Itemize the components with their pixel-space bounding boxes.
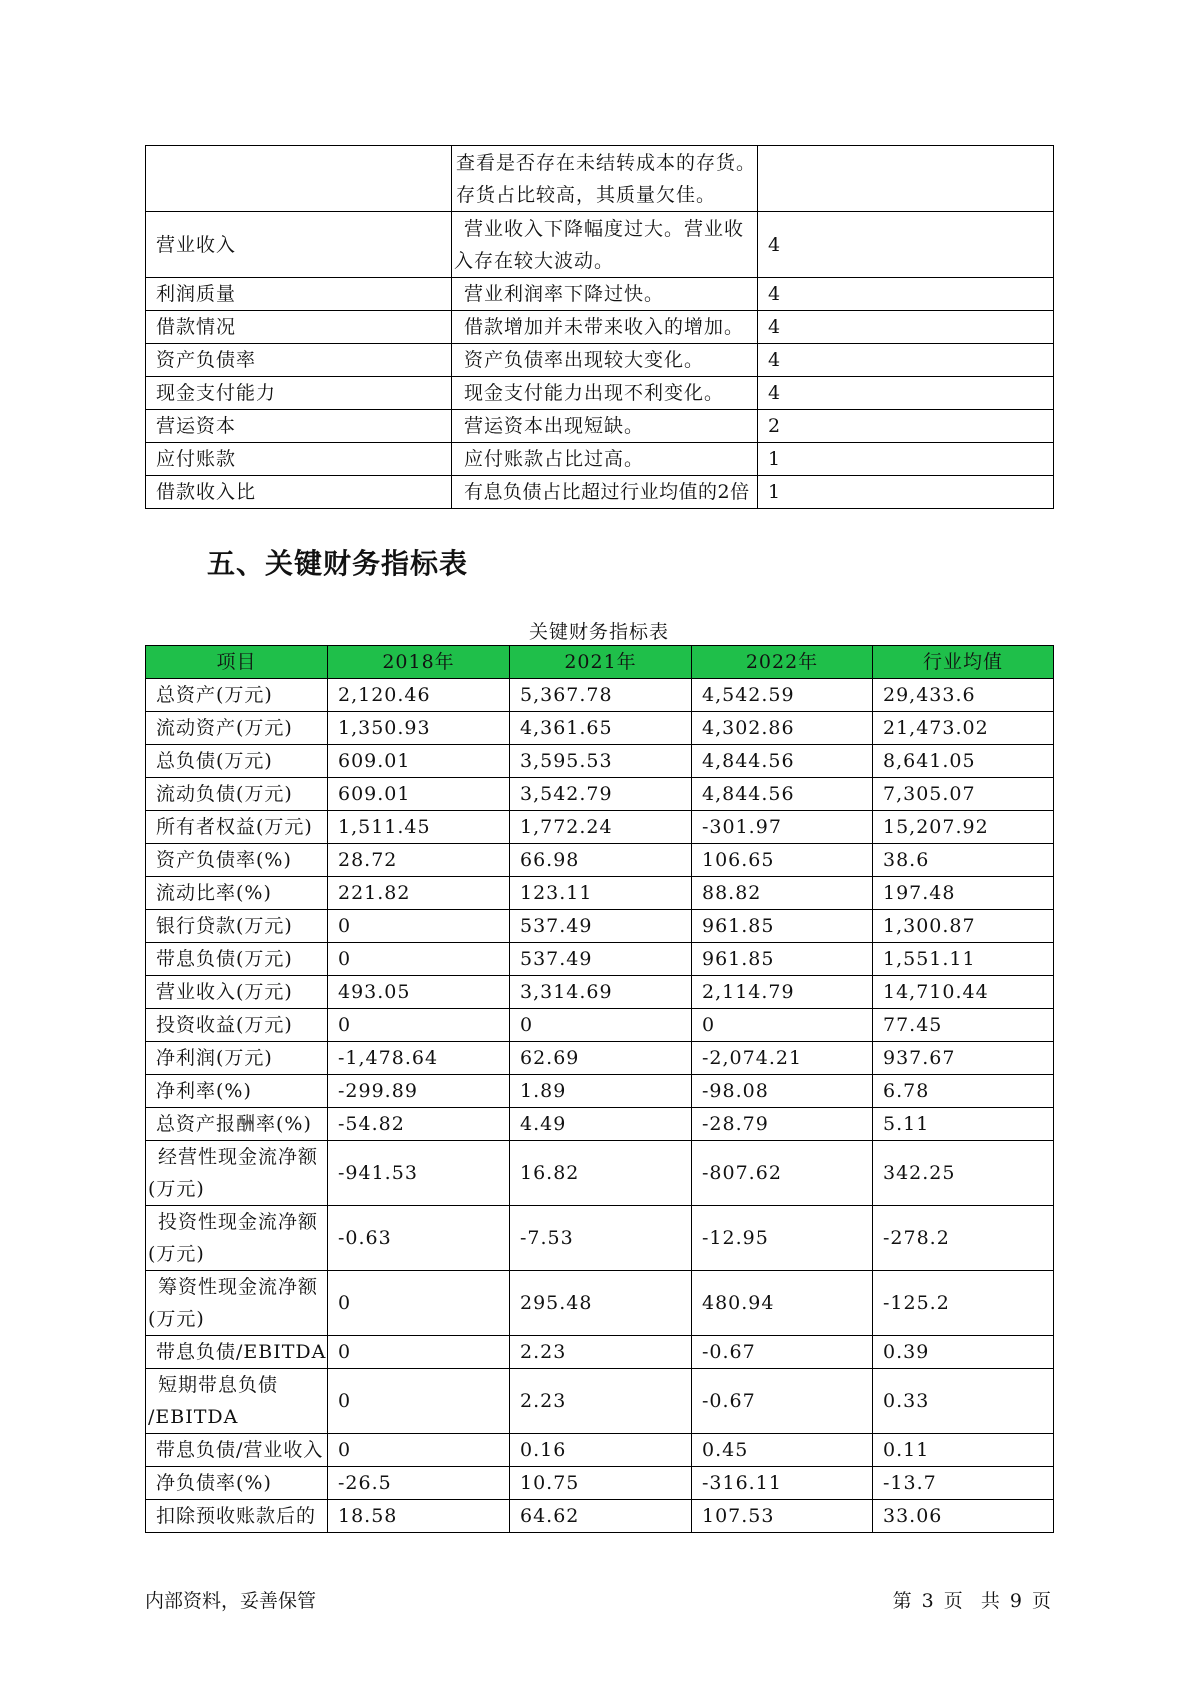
value-2022: 0.45 <box>692 1434 873 1467</box>
risk-item: 应付账款 <box>146 443 452 476</box>
value-2021: 4.49 <box>510 1108 692 1141</box>
value-2021: -7.53 <box>510 1206 692 1271</box>
value-2018: -941.53 <box>328 1141 510 1206</box>
risk-score: 1 <box>758 476 1054 509</box>
value-2022: 107.53 <box>692 1500 873 1533</box>
value-industry-average: 342.25 <box>873 1141 1054 1206</box>
value-2022: -2,074.21 <box>692 1042 873 1075</box>
risk-item: 营运资本 <box>146 410 452 443</box>
row-item-label: 净负债率(%) <box>146 1467 328 1500</box>
value-2022: -0.67 <box>692 1336 873 1369</box>
row-item-label: 带息负债/营业收入 <box>146 1434 328 1467</box>
risk-desc: 营业利润率下降过快。 <box>452 278 758 311</box>
value-industry-average: -13.7 <box>873 1467 1054 1500</box>
table-row <box>146 1108 1054 1141</box>
row-item-label-line1: 短期带息负债 <box>158 1374 279 1396</box>
row-item-label <box>146 1206 328 1271</box>
value-2018: 609.01 <box>328 778 510 811</box>
row-item-label: 总资产(万元) <box>146 679 328 712</box>
value-industry-average: 33.06 <box>873 1500 1054 1533</box>
risk-row <box>146 410 1054 443</box>
value-industry-average: 1,300.87 <box>873 910 1054 943</box>
value-industry-average: 7,305.07 <box>873 778 1054 811</box>
value-2018: 1,350.93 <box>328 712 510 745</box>
value-2022: 4,302.86 <box>692 712 873 745</box>
risk-score: 4 <box>758 377 1054 410</box>
value-2022: -301.97 <box>692 811 873 844</box>
row-item-label: 投资收益(万元) <box>146 1009 328 1042</box>
row-item-label-line1: 筹资性现金流净额 <box>158 1276 319 1298</box>
table-caption: 关键财务指标表 <box>528 621 669 643</box>
row-item-label: 流动比率(%) <box>146 877 328 910</box>
header-2021: 2021年 <box>510 646 692 679</box>
risk-row <box>146 344 1054 377</box>
value-industry-average: 14,710.44 <box>873 976 1054 1009</box>
risk-desc: 营业收入下降幅度过大。营业收入存在较大波动。 <box>452 212 758 278</box>
table-header-row <box>146 646 1054 679</box>
value-2018: 0 <box>328 1434 510 1467</box>
table-row <box>146 1042 1054 1075</box>
value-2022: 961.85 <box>692 943 873 976</box>
value-industry-average: 38.6 <box>873 844 1054 877</box>
value-industry-average: -125.2 <box>873 1271 1054 1336</box>
table-row <box>146 1009 1054 1042</box>
value-2022: -12.95 <box>692 1206 873 1271</box>
table-row <box>146 1075 1054 1108</box>
risk-score: 1 <box>758 443 1054 476</box>
table-row <box>146 1206 1054 1271</box>
row-item-label-line1: 经营性现金流净额 <box>158 1146 319 1168</box>
row-item-label <box>146 1369 328 1434</box>
row-item-label: 总资产报酬率(%) <box>146 1108 328 1141</box>
value-2021: 2.23 <box>510 1336 692 1369</box>
row-item-label: 带息负债(万元) <box>146 943 328 976</box>
value-2021: 4,361.65 <box>510 712 692 745</box>
section-heading: 五、关键财务指标表 <box>207 547 469 580</box>
table-row <box>146 1271 1054 1336</box>
value-2022: -807.62 <box>692 1141 873 1206</box>
value-2018: -0.63 <box>328 1206 510 1271</box>
value-industry-average: -278.2 <box>873 1206 1054 1271</box>
value-industry-average: 1,551.11 <box>873 943 1054 976</box>
value-2018: -1,478.64 <box>328 1042 510 1075</box>
financial-indicators-table <box>145 645 1054 1533</box>
risk-desc: 应付账款占比过高。 <box>452 443 758 476</box>
value-2022: 480.94 <box>692 1271 873 1336</box>
value-2022: 4,844.56 <box>692 778 873 811</box>
table-row <box>146 844 1054 877</box>
value-2018: 18.58 <box>328 1500 510 1533</box>
value-2021: 62.69 <box>510 1042 692 1075</box>
value-industry-average: 0.39 <box>873 1336 1054 1369</box>
value-2018: 0 <box>328 1009 510 1042</box>
table-row <box>146 976 1054 1009</box>
header-industry-average: 行业均值 <box>873 646 1054 679</box>
table-row <box>146 712 1054 745</box>
risk-item: 利润质量 <box>146 278 452 311</box>
value-2021: 3,542.79 <box>510 778 692 811</box>
value-industry-average: 0.11 <box>873 1434 1054 1467</box>
value-2018: -26.5 <box>328 1467 510 1500</box>
value-industry-average: 77.45 <box>873 1009 1054 1042</box>
row-item-label-line2: /EBITDA <box>148 1406 239 1428</box>
risk-score: 4 <box>758 344 1054 377</box>
footer-page-number: 第 3 页 共 9 页 <box>892 1590 1053 1612</box>
value-2022: 961.85 <box>692 910 873 943</box>
row-item-label: 净利率(%) <box>146 1075 328 1108</box>
table-row <box>146 943 1054 976</box>
row-item-label: 营业收入(万元) <box>146 976 328 1009</box>
value-industry-average: 29,433.6 <box>873 679 1054 712</box>
value-2018: 0 <box>328 1271 510 1336</box>
risk-desc: 资产负债率出现较大变化。 <box>452 344 758 377</box>
value-industry-average: 5.11 <box>873 1108 1054 1141</box>
row-item-label: 带息负债/EBITDA <box>146 1336 328 1369</box>
value-2018: 609.01 <box>328 745 510 778</box>
value-2018: 28.72 <box>328 844 510 877</box>
row-item-label: 净利润(万元) <box>146 1042 328 1075</box>
risk-score <box>758 146 1054 212</box>
value-2018: 493.05 <box>328 976 510 1009</box>
risk-item: 借款情况 <box>146 311 452 344</box>
risk-item: 现金支付能力 <box>146 377 452 410</box>
value-2021: 66.98 <box>510 844 692 877</box>
value-2018: -54.82 <box>328 1108 510 1141</box>
row-item-label: 流动资产(万元) <box>146 712 328 745</box>
value-industry-average: 197.48 <box>873 877 1054 910</box>
risk-desc: 营运资本出现短缺。 <box>452 410 758 443</box>
table-row <box>146 877 1054 910</box>
row-item-label-line2: (万元) <box>148 1178 205 1200</box>
risk-item: 借款收入比 <box>146 476 452 509</box>
value-industry-average: 937.67 <box>873 1042 1054 1075</box>
header-item: 项目 <box>146 646 328 679</box>
risk-desc: 借款增加并未带来收入的增加。 <box>452 311 758 344</box>
value-2022: -98.08 <box>692 1075 873 1108</box>
value-2018: 0 <box>328 1336 510 1369</box>
value-2022: -316.11 <box>692 1467 873 1500</box>
value-2021: 0.16 <box>510 1434 692 1467</box>
value-2021: 1.89 <box>510 1075 692 1108</box>
table-row <box>146 1434 1054 1467</box>
table-row <box>146 745 1054 778</box>
value-2022: -0.67 <box>692 1369 873 1434</box>
value-2018: 2,120.46 <box>328 679 510 712</box>
footer-confidential-note: 内部资料，妥善保管 <box>145 1590 317 1612</box>
header-2018: 2018年 <box>328 646 510 679</box>
risk-row <box>146 476 1054 509</box>
risk-row <box>146 443 1054 476</box>
risk-desc: 查看是否存在未结转成本的存货。存货占比较高，其质量欠佳。 <box>452 146 758 212</box>
value-2018: 221.82 <box>328 877 510 910</box>
risk-row <box>146 212 1054 278</box>
value-2018: 0 <box>328 1369 510 1434</box>
value-2021: 10.75 <box>510 1467 692 1500</box>
value-2021: 16.82 <box>510 1141 692 1206</box>
value-2021: 3,314.69 <box>510 976 692 1009</box>
value-2022: 4,542.59 <box>692 679 873 712</box>
row-item-label <box>146 1271 328 1336</box>
row-item-label: 总负债(万元) <box>146 745 328 778</box>
value-2021: 295.48 <box>510 1271 692 1336</box>
row-item-label-line1: 投资性现金流净额 <box>158 1211 319 1233</box>
value-2021: 64.62 <box>510 1500 692 1533</box>
risk-row <box>146 146 1054 212</box>
table-row <box>146 778 1054 811</box>
risk-score: 2 <box>758 410 1054 443</box>
risk-score: 4 <box>758 212 1054 278</box>
table-row <box>146 1467 1054 1500</box>
row-item-label-line2: (万元) <box>148 1243 205 1265</box>
value-2022: 88.82 <box>692 877 873 910</box>
value-industry-average: 6.78 <box>873 1075 1054 1108</box>
value-2021: 3,595.53 <box>510 745 692 778</box>
value-2022: 2,114.79 <box>692 976 873 1009</box>
risk-item <box>146 146 452 212</box>
value-2022: -28.79 <box>692 1108 873 1141</box>
value-2021: 123.11 <box>510 877 692 910</box>
risk-row <box>146 311 1054 344</box>
risk-item: 资产负债率 <box>146 344 452 377</box>
value-2018: -299.89 <box>328 1075 510 1108</box>
value-2021: 537.49 <box>510 943 692 976</box>
value-industry-average: 15,207.92 <box>873 811 1054 844</box>
table-row <box>146 1336 1054 1369</box>
table-row <box>146 679 1054 712</box>
row-item-label-line2: (万元) <box>148 1308 205 1330</box>
risk-row <box>146 278 1054 311</box>
header-2022: 2022年 <box>692 646 873 679</box>
table-row <box>146 1369 1054 1434</box>
row-item-label: 银行贷款(万元) <box>146 910 328 943</box>
row-item-label: 所有者权益(万元) <box>146 811 328 844</box>
value-2022: 106.65 <box>692 844 873 877</box>
risk-desc: 有息负债占比超过行业均值的2倍 <box>452 476 758 509</box>
table-row <box>146 910 1054 943</box>
value-2021: 5,367.78 <box>510 679 692 712</box>
risk-desc: 现金支付能力出现不利变化。 <box>452 377 758 410</box>
row-item-label <box>146 1141 328 1206</box>
value-2021: 2.23 <box>510 1369 692 1434</box>
row-item-label: 扣除预收账款后的 <box>146 1500 328 1533</box>
risk-item: 营业收入 <box>146 212 452 278</box>
risk-score: 4 <box>758 278 1054 311</box>
risk-row <box>146 377 1054 410</box>
value-2021: 537.49 <box>510 910 692 943</box>
value-2022: 4,844.56 <box>692 745 873 778</box>
risk-score: 4 <box>758 311 1054 344</box>
value-2022: 0 <box>692 1009 873 1042</box>
table-row <box>146 811 1054 844</box>
value-2021: 1,772.24 <box>510 811 692 844</box>
value-industry-average: 21,473.02 <box>873 712 1054 745</box>
value-2018: 1,511.45 <box>328 811 510 844</box>
table-row <box>146 1141 1054 1206</box>
value-2018: 0 <box>328 910 510 943</box>
row-item-label: 流动负债(万元) <box>146 778 328 811</box>
value-industry-average: 8,641.05 <box>873 745 1054 778</box>
row-item-label: 资产负债率(%) <box>146 844 328 877</box>
value-2018: 0 <box>328 943 510 976</box>
value-2021: 0 <box>510 1009 692 1042</box>
risk-table <box>145 145 1054 509</box>
value-industry-average: 0.33 <box>873 1369 1054 1434</box>
table-row <box>146 1500 1054 1533</box>
